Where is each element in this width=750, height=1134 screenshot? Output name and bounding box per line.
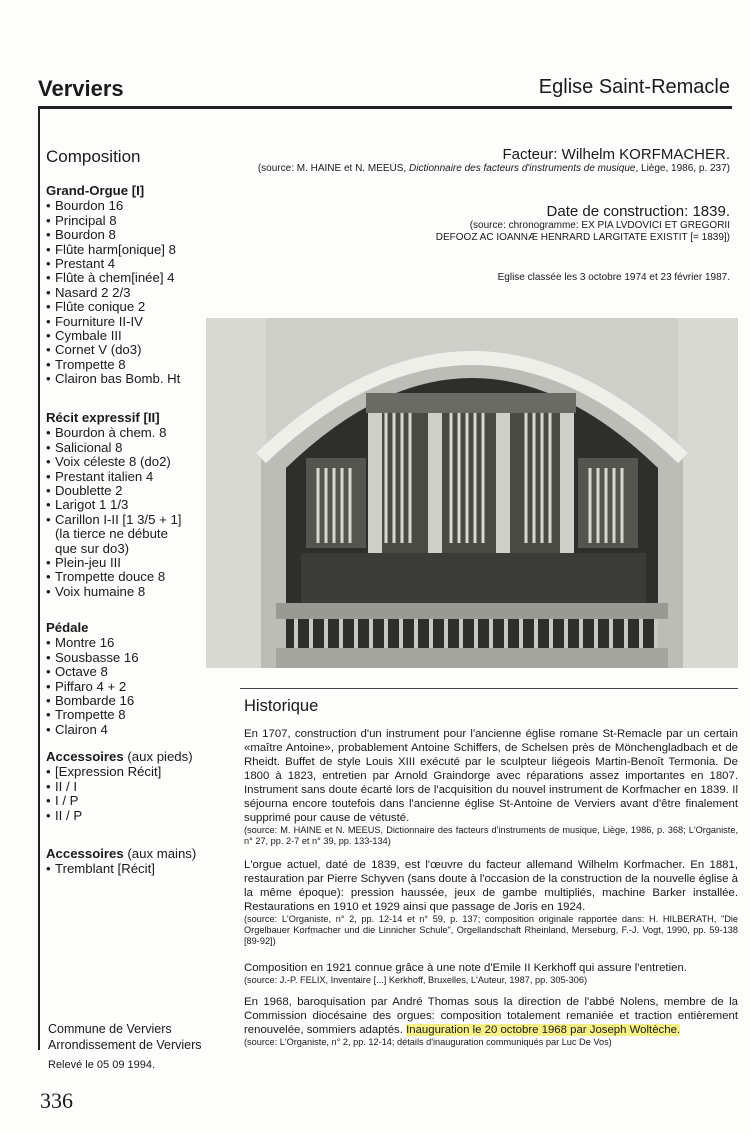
stop-item: • Clairon 4	[46, 723, 139, 737]
stop-item: • Octave 8	[46, 665, 139, 679]
stop-item: • Bourdon à chem. 8	[46, 426, 186, 440]
facteur-name: Wilhelm KORFMACHER.	[561, 146, 730, 163]
historique-p3: Composition en 1921 connue grâce à une note d'Emile II Kerkhoff qui assure l'entretien. (source: J.-P. FELIX, Inventaire [...] Kerkhoff, Bruxelles, L'Auteur, 1987, pp. 305-306)	[244, 962, 687, 985]
accessoires-pieds	[46, 750, 193, 823]
stop-item: • Trompette douce 8	[46, 570, 186, 584]
stop-item: • II / I	[46, 780, 193, 794]
stop-item: • I / P	[46, 794, 193, 808]
grand-orgue-stops	[46, 199, 180, 386]
stop-item: • Bourdon 16	[46, 199, 180, 213]
historique-p2: L'orgue actuel, daté de 1839, est l'œuvre du facteur allemand Wilhelm Korfmacher. En 1881, restauration par Pierre Schyven (sans doute à l'occasion de la construction de la nouvelle église à la même époque): pression haussée, jeux de gambe multipliés, machine Barker installée. Restaurations en 1910 et 1929 ainsi que passage de Joris en 1924. (source: L'Organiste, n° 2, pp. 12-14 et n° 59, p. 137; composition originale rapportée dans: H. HILBERATH, "Die Orgelbauer Korfmacher und die Linnicher Schule", Orgellandschaft Rheinland, Merseburg, F.-J. Vogt, 1990, pp. 59-138 [89-92])	[244, 859, 738, 946]
stop-item: • II / P	[46, 809, 193, 823]
header-rule	[38, 106, 732, 109]
accessoires-pieds-heading: Accessoires (aux pieds)	[46, 749, 193, 764]
classee-note: Eglise classée les 3 octobre 1974 et 23 février 1987.	[497, 272, 730, 283]
stop-item: • Montre 16	[46, 636, 139, 650]
facteur-source: (source: M. HAINE et N. MEEUS, Dictionnaire des facteurs d'instruments de musique, Liège, 1986, p. 237)	[257, 163, 730, 174]
stop-item: • Carillon I-II [1 3/5 + 1] (la tierce ne débute que sur do3)	[46, 513, 186, 556]
releve-date: Relevé le 05 09 1994.	[48, 1059, 156, 1071]
inauguration-highlight: Inauguration le 20 octobre 1968 par Joseph Woltèche.	[406, 1024, 681, 1036]
page-number: 336	[40, 1088, 73, 1113]
stop-item: • Trompette 8	[46, 708, 139, 722]
stop-item: • Voix humaine 8	[46, 585, 186, 599]
stop-item: • Flûte conique 2	[46, 300, 180, 314]
date-year: 1839.	[692, 203, 730, 220]
facteur-label: Facteur:	[502, 146, 558, 163]
stop-item: • Tremblant [Récit]	[46, 862, 196, 876]
grand-orgue-division	[46, 184, 180, 387]
facteur-block	[258, 146, 730, 175]
left-rule	[38, 106, 40, 1050]
recit-division	[46, 411, 186, 599]
stop-item: • Prestant italien 4	[46, 470, 186, 484]
church-heading: Eglise Saint-Remacle	[538, 76, 730, 98]
stop-item: • Principal 8	[46, 214, 180, 228]
historique-rule	[240, 688, 738, 689]
stop-item: • Piffaro 4 + 2	[46, 680, 139, 694]
stop-item: • Clairon bas Bomb. Ht	[46, 372, 180, 386]
pedale-heading: Pédale	[46, 620, 89, 635]
date-block	[436, 203, 730, 243]
accessoires-mains	[46, 847, 196, 877]
date-label: Date de construction:	[546, 203, 689, 220]
stop-item: • Prestant 4	[46, 257, 180, 271]
stop-item: • Plein-jeu III	[46, 556, 186, 570]
stop-item: • Sousbasse 16	[46, 651, 139, 665]
chrono-source: (source: chronogramme: EX PIA LVDOVICI ET GREGORII	[469, 220, 730, 231]
stop-item: • Voix céleste 8 (do2)	[46, 455, 186, 469]
stop-item: • Fourniture II-IV	[46, 315, 180, 329]
accessoires-pieds-items	[46, 765, 193, 823]
stop-item: • Flûte harm[onique] 8	[46, 243, 180, 257]
chrono-line2: DEFOOZ AC IOANNÆ HENRARD LARGITATE EXISTIT [= 1839])	[435, 231, 730, 243]
historique-title: Historique	[244, 697, 319, 715]
city-heading: Verviers	[38, 76, 124, 101]
stop-item: • Cymbale III	[46, 329, 180, 343]
stop-item: • Nasard 2 2/3	[46, 286, 180, 300]
stop-item: • Doublette 2	[46, 484, 186, 498]
pedale-stops	[46, 636, 139, 737]
stop-item: • Bourdon 8	[46, 228, 180, 242]
stop-item: • Bombarde 16	[46, 694, 139, 708]
stop-item: • Salicional 8	[46, 441, 186, 455]
pedale-division	[46, 621, 139, 737]
accessoires-mains-items	[46, 862, 196, 876]
historique-p4: En 1968, baroquisation par André Thomas sous la direction de l'abbé Nolens, membre de la Commission diocésaine des orgues: composition totalement remaniée et traction entièrement renouvelée, sommiers adaptés. Inauguration le 20 octobre 1968 par Joseph Woltèche. (source: L'Organiste, n° 2, pp. 12-14; détails d'inauguration communiqués par Luc De Vos)	[244, 996, 738, 1047]
recit-heading: Récit expressif [II]	[46, 410, 160, 425]
recit-stops	[46, 426, 186, 599]
stop-item: • Larigot 1 1/3	[46, 498, 186, 512]
stop-item: • [Expression Récit]	[46, 765, 193, 779]
commune-block: Commune de Verviers Arrondissement de Verviers	[48, 1022, 202, 1052]
historique-p1: En 1707, construction d'un instrument pour l'ancienne église romane St-Remacle par un certain «maître Antoine», probablement Antoine Schiffers, de Schelsen près de Mönchengladbach et de Rheidt. Buffet de style Louis XIII exécuté par le sculpteur liégeois Martin-Benoît Termonia. De 1800 à 1823, entretien par Arnold Graindorge avec réparations assez importantes en 1807. Instrument sans doute écarté lors de l'acquisition du nouvel instrument de Korfmacher en 1839. Il séjourna encore toutefois dans l'ancienne église St-Antoine de Verviers avant d'être finalement supprimé pour cause de vétusté. (source: M. HAINE et N. MEEUS, Dictionnaire des facteurs d'instruments de musique, Liège, 1986, p. 368; L'Organiste, n° 27, pp. 2-7 et n° 39, pp. 133-134)	[244, 728, 738, 846]
grand-orgue-heading: Grand-Orgue [I]	[46, 183, 145, 198]
stop-item: • Cornet V (do3)	[46, 343, 180, 357]
accessoires-mains-heading: Accessoires (aux mains)	[46, 846, 197, 861]
stop-item: • Trompette 8	[46, 358, 180, 372]
composition-title: Composition	[46, 147, 141, 166]
stop-item: • Flûte à chem[inée] 4	[46, 271, 180, 285]
organ-photo	[206, 318, 738, 668]
